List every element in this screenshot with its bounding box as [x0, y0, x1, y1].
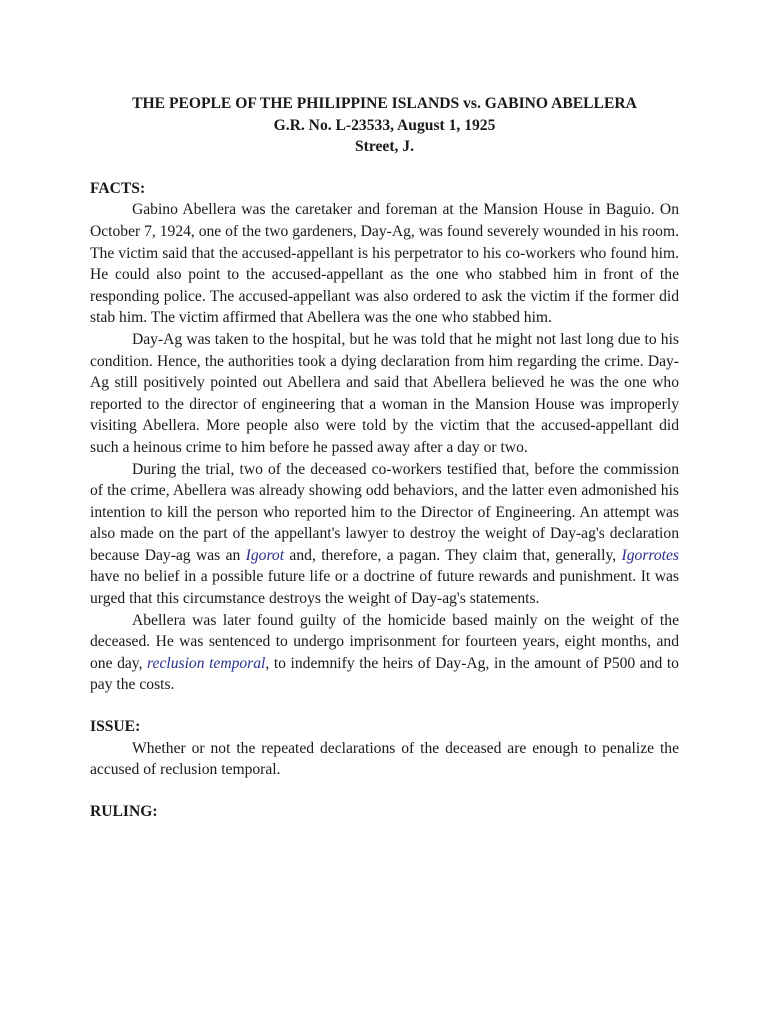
document-page	[90, 93, 679, 822]
facts-paragraph-4-part-a: Abellera was later found guilty of the homicide based mainly on the weight of the deceased. He was sentenced to undergo imprisonment for fourteen years, eight months, and one day,	[90, 611, 679, 672]
case-header	[90, 93, 679, 158]
facts-paragraph-3-part-c: have no belief in a possible future life or a doctrine of future rewards and punishment. It was urged that this circumstance destroys the weight of Day-ag's statements.	[90, 568, 679, 608]
facts-paragraph-1: Gabino Abellera was the caretaker and foreman at the Mansion House in Baguio. On October 7, 1924, one of the two gardeners, Day-Ag, was found severely wounded in his room. The victim said that the accused-appellant is his perpetrator to his co-workers who found him. He could also point to the accused-appellant as the one who stabbed him in front of the responding police. The accused-appellant was also ordered to ask the victim if the former did stab him. The victim affirmed that Abellera was the one who stabbed him.	[90, 201, 679, 327]
facts-paragraph-3-part-b: and, therefore, a pagan. They claim that, generally,	[284, 546, 622, 564]
igorot-term: Igorot	[245, 546, 285, 564]
igorrotes-term: Igorrotes	[621, 546, 679, 564]
facts-paragraph-2: Day-Ag was taken to the hospital, but he was told that he might not last long due to his condition. Hence, the authorities took a dying declaration from him regarding the crime. Day-Ag still positively pointed out Abellera and said that Abellera believed he was the one who reported to the director of engineering that a woman in the Mansion House was improperly visiting Abellera. More people also were told by the victim that the accused-appellant did such a heinous crime to him before he passed away after a day or two.	[90, 330, 679, 456]
facts-paragraph-3	[90, 459, 679, 610]
ruling-heading: RULING:	[90, 802, 158, 820]
issue-paragraph: Whether or not the repeated declarations of the deceased are enough to penalize the accused of reclusion temporal.	[90, 739, 679, 779]
case-title: THE PEOPLE OF THE PHILIPPINE ISLANDS vs. GABINO ABELLERA	[132, 95, 637, 112]
facts-paragraph-4	[90, 610, 679, 696]
facts-heading: FACTS:	[90, 179, 146, 197]
reclusion-temporal-term: reclusion temporal	[147, 654, 266, 672]
case-ponente: Street, J.	[354, 138, 415, 156]
case-citation: G.R. No. L-23533, August 1, 1925	[273, 116, 496, 134]
issue-heading: ISSUE:	[90, 718, 141, 736]
facts-paragraph-4-part-b: , to indemnify the heirs of Day-Ag, in the amount of P500 and to pay the costs.	[90, 654, 679, 694]
facts-paragraph-3-part-a: During the trial, two of the deceased co-workers testified that, before the commission of the crime, Abellera was already showing odd behaviors, and the latter even admonished his intention to kill the person who reported him to the Director of Engineering. An attempt was also made on the part of the appellant's lawyer to destroy the weight of Day-ag's declaration because Day-ag was an	[90, 460, 679, 564]
